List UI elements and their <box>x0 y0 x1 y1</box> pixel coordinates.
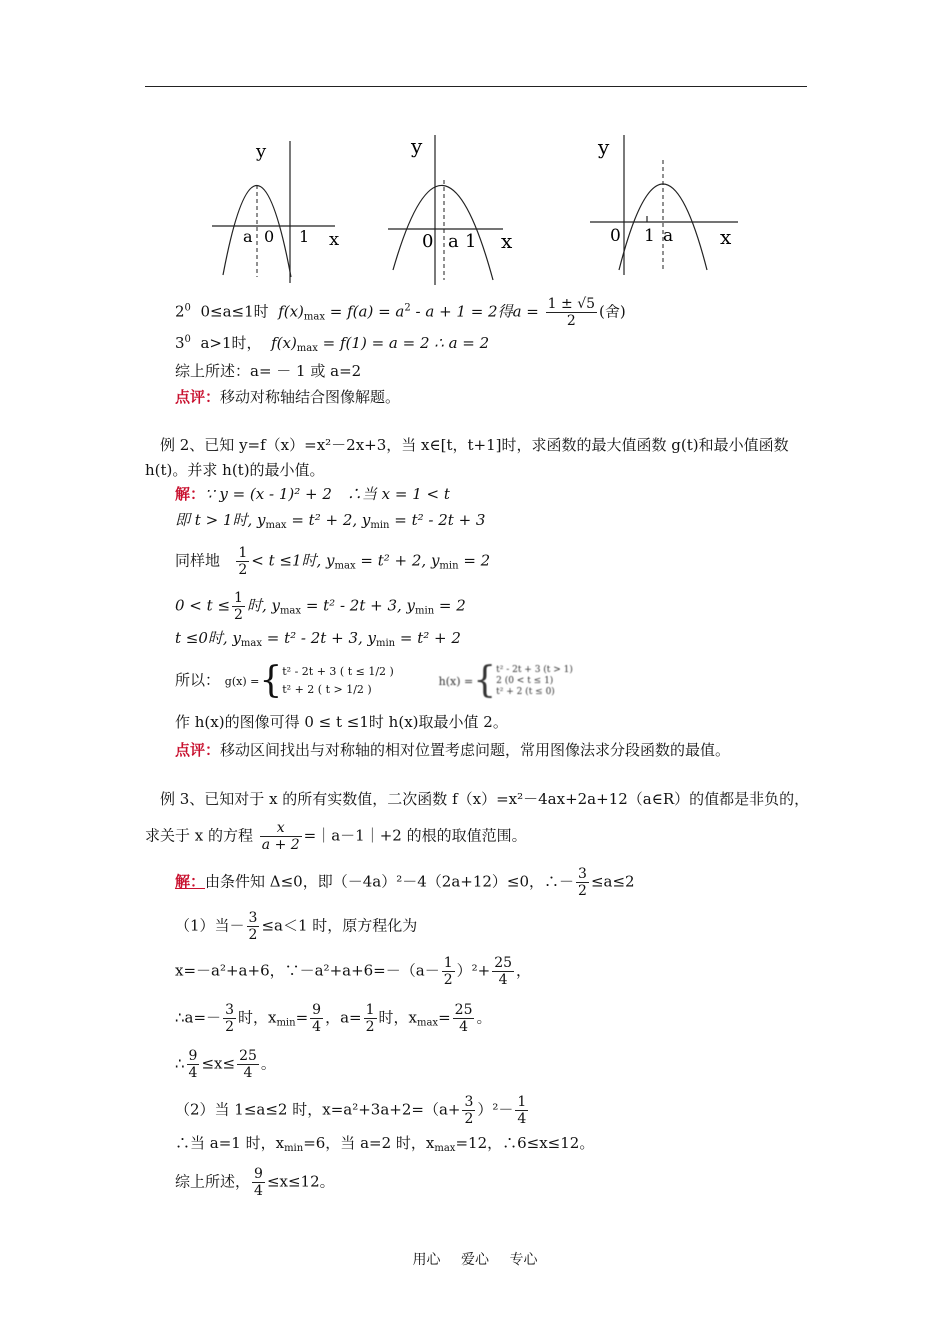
fraction: $\frac{3}{2}$ <box>248 910 258 943</box>
example2-line-d: t ≤0时, $y_{max} = t^2 - 2t + 3$, $y_{min} = t^2 + 2$ <box>175 629 461 649</box>
figure1-tick-0: 0 <box>264 227 275 246</box>
parabola-figure-1 <box>205 135 355 285</box>
parabola-figure-2 <box>385 130 535 290</box>
figure3-x-label: x <box>720 225 732 249</box>
example3-statement-line2: 求关于 x 的方程 $\frac{x}{a + 2}$ =｜a－1｜+2 的根的取值范围。 <box>145 820 527 853</box>
fraction: $\frac{1}{2}$ <box>365 1002 375 1035</box>
figure3-tick-1: 1 <box>644 226 655 246</box>
g-cases: t² - 2t + 3 ( t ≤ 1/2 ) t² + 2 ( t > 1/2 ) <box>282 665 394 696</box>
parabola-figure-3 <box>585 130 745 280</box>
example3-case1-result: ∴ $\frac{9}{4}$ ≤x≤ $\frac{25}{4}$ 。 <box>175 1048 276 1081</box>
example2-line-b: 同样地 $\frac{1}{2}$ < t ≤1时, $y_{max} = t^2 + 2$, $y_{min} = 2$ <box>175 545 491 578</box>
fraction: $\frac{9}{4}$ <box>312 1002 322 1035</box>
example2-statement-line2: h(t)。并求 h(t)的最小值。 <box>145 461 325 479</box>
figure1-tick-a: a <box>243 227 253 246</box>
h-cases: t² - 2t + 3 (t > 1) 2 (0 < t ≤ 1) t² + 2 (t ≤ 0) <box>496 664 573 697</box>
part1-comment: 点评：移动对称轴结合图像解题。 <box>175 388 401 406</box>
fraction: $\frac{25}{4}$ <box>454 1002 473 1035</box>
footer-item: 用心 <box>412 1252 441 1268</box>
fraction: $\frac{9}{4}$ <box>188 1048 198 1081</box>
figure2-x-label: x <box>501 229 513 253</box>
fraction: $\frac{9}{4}$ <box>254 1166 263 1199</box>
example2-solution-line1: 解：∵ y = (x - 1)² + 2 ∴当 x = 1 < t <box>175 485 450 503</box>
example3-case2-result: ∴当 a=1 时，$x_{min}=6$，当 a=2 时，$x_{max}=12$，∴6≤x≤12。 <box>175 1134 595 1154</box>
fraction: $\frac{3}{2}$ <box>578 866 587 899</box>
fraction: $\frac{25}{4}$ <box>494 955 513 988</box>
example3-solution-line1: 解：由条件知 Δ≤0，即（－4a）²－4（2a+12）≤0，∴－ $\frac{3}{2}$ ≤a≤2 <box>175 866 635 899</box>
figure1-tick-1: 1 <box>299 227 310 246</box>
fraction: $\frac{25}{4}$ <box>239 1048 257 1081</box>
comment-label: 点评： <box>175 388 221 406</box>
example2-line-a: 即 t > 1时, $y_{max} = t^2 + 2$, $y_{min} = t^2 - 2t + 3$ <box>175 511 486 531</box>
comment-label: 点评： <box>175 741 221 759</box>
example3-final: 综上所述， $\frac{9}{4}$ ≤x≤12。 <box>175 1166 335 1199</box>
figure1-y-label: y <box>256 141 267 162</box>
footer-item: 专心 <box>509 1252 538 1268</box>
fraction: $\frac{1}{2}$ <box>234 590 243 623</box>
figure3-y-label: y <box>598 135 610 159</box>
figure2-tick-0: 0 <box>422 231 434 252</box>
case-3-line: $3^0$ a>1时， $f(x)_{max} = f(1) = a = 2$ ∴ a = 2 <box>175 334 490 354</box>
example2-plot-line: 作 h(x)的图像可得 0 ≤ t ≤1时 h(x)取最小值 2。 <box>175 713 508 731</box>
example3-case1-line: （1）当－ $\frac{3}{2}$ ≤a＜1 时，原方程化为 <box>175 910 418 943</box>
example3-case1-extrema: ∴a=－ $\frac{3}{2}$ 时，$x_{min}=$ $\frac{9}{4}$ ，a= $\frac{1}{2}$ 时，$x_{max}=$ $\frac{25}{4}$ 。 <box>175 1002 492 1035</box>
figure2-tick-1: 1 <box>465 231 477 252</box>
example2-line-c: 0 < t ≤ $\frac{1}{2}$ 时, $y_{max} = t^2 - 2t + 3$, $y_{min} = 2$ <box>175 590 466 623</box>
page-footer <box>0 1249 950 1269</box>
example3-case1-equation: x=－a²+a+6，∵－a²+a+6=－（a－ $\frac{1}{2}$ ）²+ $\frac{25}{4}$ ， <box>175 955 532 988</box>
example2-statement-line1: 例 2、已知 y=f（x）=x²－2x+3，当 x∈[t，t+1]时，求函数的最大值函数 g(t)和最小值函数 <box>160 436 789 454</box>
example2-comment: 点评：移动区间找出与对称轴的相对位置考虑问题，常用图像法求分段函数的最值。 <box>175 741 731 759</box>
figure2-tick-a: a <box>448 231 459 252</box>
figure3-tick-0: 0 <box>610 226 621 246</box>
fraction: $\frac{3}{2}$ <box>464 1094 474 1127</box>
example3-case2-line: （2）当 1≤a≤2 时，x=a²+3a+2=（a+ $\frac{3}{2}$ ）²－ $\frac{1}{4}$ <box>175 1094 527 1127</box>
fraction: $\frac{1}{2}$ <box>443 955 453 988</box>
figure3-tick-a: a <box>663 226 674 246</box>
case-2-line: $2^0$ 0≤a≤1时 $f(x)_{max} = f(a) = a^2 - a + 1 = 2$得a = $\frac{1 \pm √5}{2}$ (舍) <box>175 296 626 329</box>
solution-label: 解： <box>175 485 206 503</box>
fraction: $\frac{1 \pm √5}{2}$ <box>547 296 596 329</box>
example2-piecewise-line: 所以： g(x) ={ t² - 2t + 3 ( t ≤ 1/2 ) t² + 2 ( t > 1/2 ) h(x) ={ t² - 2t + 3 (t > 1) 2 (0 < t ≤ 1) t² + 2 (t ≤ 0) <box>175 660 573 701</box>
fraction: $\frac{1}{2}$ <box>238 545 248 578</box>
header-rule <box>145 86 807 87</box>
figure2-y-label: y <box>411 134 423 158</box>
solution-label: 解： <box>175 872 206 891</box>
figure1-x-label: x <box>329 229 340 250</box>
fraction: $\frac{3}{2}$ <box>225 1002 234 1035</box>
example3-statement-line1: 例 3、已知对于 x 的所有实数值，二次函数 f（x）=x²－4ax+2a+12（a∈R）的值都是非负的， <box>160 790 810 808</box>
part1-summary: 综上所述：a= － 1 或 a=2 <box>175 362 362 380</box>
footer-item: 爱心 <box>461 1252 489 1268</box>
fraction: $\frac{1}{4}$ <box>517 1094 527 1127</box>
fraction: $\frac{x}{a + 2}$ <box>261 820 300 853</box>
